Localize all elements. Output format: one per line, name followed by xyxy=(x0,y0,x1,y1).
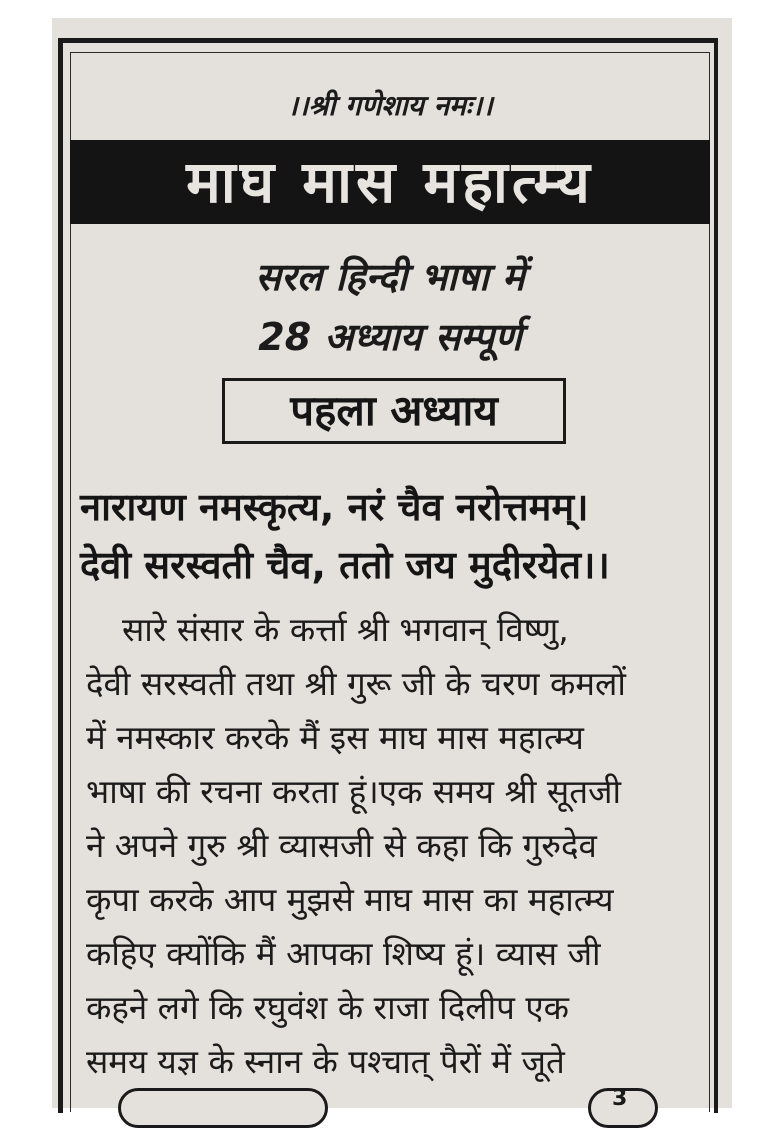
page-number: 3 xyxy=(612,1086,628,1111)
body-line: भाषा की रचना करता हूं।एक समय श्री सूतजी xyxy=(86,772,622,811)
body-line: समय यज्ञ के स्नान के पश्चात् पैरों में जूते xyxy=(86,1042,565,1081)
body-line: देवी सरस्वती तथा श्री गुरू जी के चरण कमलों xyxy=(86,664,626,703)
shloka-line-2: देवी सरस्वती चैव, ततो जय मुदीरयेत।। xyxy=(80,543,610,587)
footer-tab-left xyxy=(118,1088,328,1128)
page-title: माघ मास महात्म्य xyxy=(186,148,594,216)
body-line: कृपा करके आप मुझसे माघ मास का महात्म्य xyxy=(86,880,614,919)
subtitle-language: सरल हिन्दी भाषा में xyxy=(255,255,525,299)
shloka-line-1: नारायण नमस्कृत्य, नरं चैव नरोत्तमम्। xyxy=(80,485,589,529)
body-line: कहने लगे कि रघुवंश के राजा दिलीप एक xyxy=(86,988,569,1027)
body-line: सारे संसार के कर्त्ता श्री भगवान् विष्णु, xyxy=(122,610,569,649)
invocation-text: ।।श्री गणेशाय नमः।। xyxy=(287,89,493,122)
chapter-heading: पहला अध्याय xyxy=(290,386,498,435)
body-line: ने अपने गुरु श्री व्यासजी से कहा कि गुरुदेव xyxy=(86,826,597,865)
subtitle-chapters: 28 अध्याय सम्पूर्ण xyxy=(258,315,522,359)
body-line: कहिए क्योंकि मैं आपका शिष्य हूं। व्यास जी xyxy=(86,934,601,973)
body-line: में नमस्कार करके मैं इस माघ मास महात्म्य xyxy=(86,718,584,757)
